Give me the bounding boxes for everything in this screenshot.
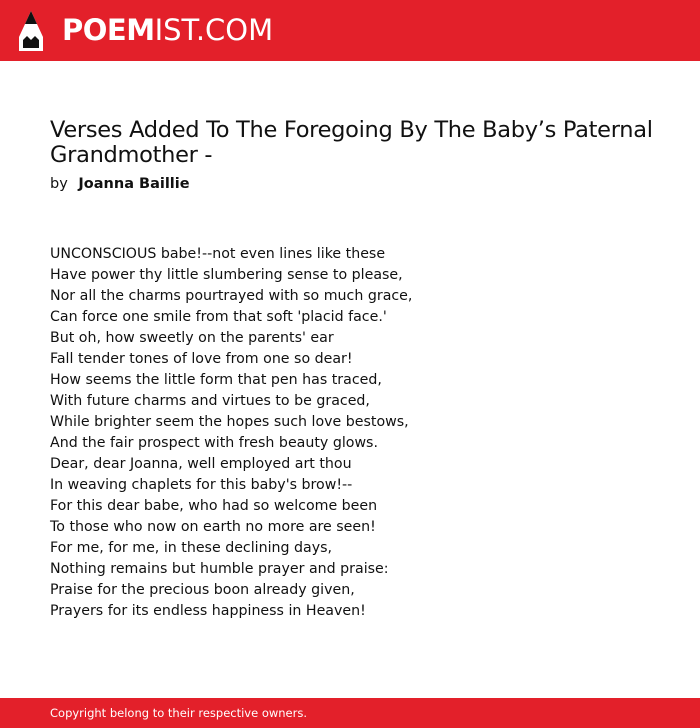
poem-line: How seems the little form that pen has traced, xyxy=(50,372,382,388)
poem-line: While brighter seem the hopes such love bestows, xyxy=(50,414,409,430)
poem-line: Prayers for its endless happiness in Heaven! xyxy=(50,603,366,619)
logo-text-light: IST.COM xyxy=(154,13,274,47)
copyright-text: Copyright belong to their respective owners. xyxy=(50,706,308,720)
poem-line: Nor all the charms pourtrayed with so much grace, xyxy=(50,288,413,304)
author-name: Joanna Baillie xyxy=(78,176,190,192)
poem-line: Have power thy little slumbering sense to please, xyxy=(50,267,403,283)
site-footer xyxy=(0,698,700,728)
poem-body xyxy=(50,244,650,622)
pencil-tip-icon[interactable] xyxy=(18,10,44,52)
site-logo[interactable] xyxy=(62,12,273,48)
poem-title: Verses Added To The Foregoing By The Baby’s Paternal Grandmother - xyxy=(50,117,653,168)
poem-line: For me, for me, in these declining days, xyxy=(50,540,333,556)
poem-line: Can force one smile from that soft 'placid face.' xyxy=(50,309,387,325)
site-header xyxy=(0,0,700,61)
by-label: by xyxy=(50,176,68,192)
poem-line: Fall tender tones of love from one so dear! xyxy=(50,351,353,367)
poem-line: To those who now on earth no more are seen! xyxy=(50,519,376,535)
poem-line: And the fair prospect with fresh beauty glows. xyxy=(50,435,378,451)
logo-text-bold: POEM xyxy=(62,13,155,47)
byline xyxy=(50,174,190,194)
poem-line: UNCONSCIOUS babe!--not even lines like these xyxy=(50,246,386,262)
poem-line: Nothing remains but humble prayer and praise: xyxy=(50,561,389,577)
poem-line: With future charms and virtues to be graced, xyxy=(50,393,370,409)
poem-line: Praise for the precious boon already given, xyxy=(50,582,355,598)
poem-line: In weaving chaplets for this baby's brow!-- xyxy=(50,477,353,493)
poem-line: But oh, how sweetly on the parents' ear xyxy=(50,330,334,346)
poem-line: Dear, dear Joanna, well employed art thou xyxy=(50,456,352,472)
poem-line: For this dear babe, who had so welcome been xyxy=(50,498,378,514)
